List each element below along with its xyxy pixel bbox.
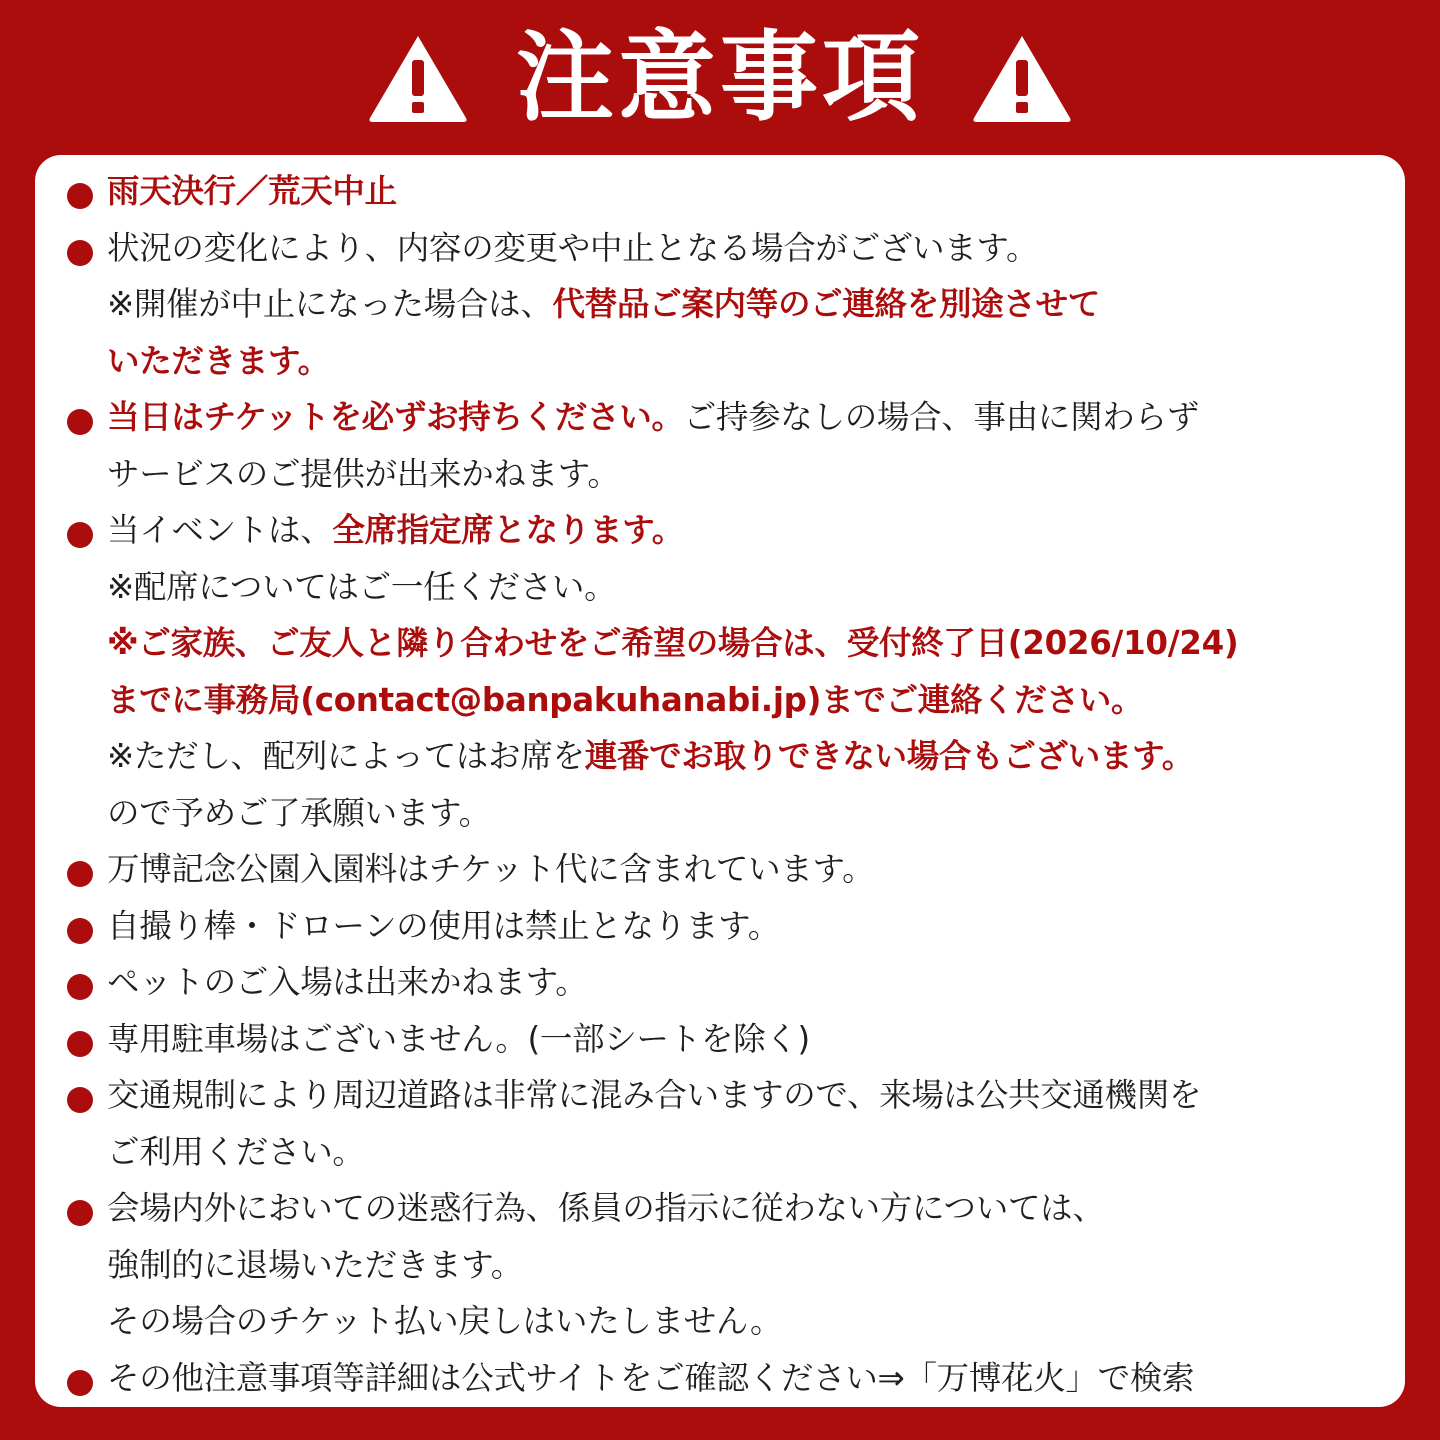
notice-line xyxy=(107,898,1397,955)
notice-text: サービスのご提供が出来かねます。 xyxy=(107,454,620,493)
notice-text: その他注意事項等詳細は公式サイトをご確認ください⇒「万博花火」で検索 xyxy=(107,1358,1195,1397)
notice-text: 交通規制により周辺道路は非常に混み合いますので、来場は公共交通機関を xyxy=(107,1076,1202,1114)
notice-line xyxy=(107,1180,1397,1237)
notice-text: 当イベントは、 xyxy=(107,511,333,549)
notice-line xyxy=(107,276,1397,333)
page-title: 注意事項 xyxy=(515,20,924,135)
notice-item xyxy=(67,898,1397,955)
notice-text-emphasis: 代替品ご案内等のご連絡を別途させて xyxy=(552,285,1100,323)
bullet-icon xyxy=(67,522,93,548)
notice-line xyxy=(107,163,1397,220)
bullet-icon xyxy=(67,918,93,944)
notice-text: 万博記念公園入園料はチケット代に含まれています。 xyxy=(107,850,875,888)
notice-text: ご利用ください。 xyxy=(107,1132,365,1171)
notice-line xyxy=(107,785,1397,842)
notice-text: ※配席についてはご一任ください。 xyxy=(107,567,617,606)
notice-panel xyxy=(35,155,1405,1407)
notice-line xyxy=(107,954,1397,1011)
notice-item xyxy=(67,389,1397,502)
notice-text-emphasis: 雨天決行／荒天中止 xyxy=(107,172,397,210)
notice-item xyxy=(67,1011,1397,1068)
notice-line xyxy=(107,1293,1397,1350)
notice-line xyxy=(107,1350,1397,1407)
warning-triangle-icon xyxy=(366,32,470,124)
notice-text: ので予めご了承願います。 xyxy=(107,793,491,832)
notice-text: ご持参なしの場合、事由に関わらず xyxy=(683,398,1199,436)
notice-text-emphasis: 全席指定席となります。 xyxy=(332,511,685,549)
notice-item xyxy=(67,220,1397,390)
notice-line xyxy=(107,672,1397,729)
notice-line xyxy=(107,220,1397,277)
notice-text: 自撮り棒・ドローンの使用は禁止となります。 xyxy=(107,906,780,945)
notice-line xyxy=(107,1237,1397,1294)
notice-line xyxy=(107,615,1397,672)
bullet-icon xyxy=(67,409,93,435)
notice-line xyxy=(107,446,1397,503)
notice-text-emphasis: 連番でお取りできない場合もございます。 xyxy=(584,737,1194,775)
notice-line xyxy=(107,559,1397,616)
notice-text-emphasis: ※ご家族、ご友人と隣り合わせをご希望の場合は、受付終了日(2026/10/24) xyxy=(107,624,1239,662)
notice-text: ※ただし、配列によってはお席を xyxy=(107,737,585,775)
notice-text: 専用駐車場はございません。(一部シートを除く) xyxy=(107,1019,810,1058)
notice-line xyxy=(107,1124,1397,1181)
notice-line xyxy=(107,1011,1397,1068)
notice-list xyxy=(67,163,1397,1406)
notice-item xyxy=(67,1350,1397,1407)
bullet-icon xyxy=(67,183,93,209)
notice-line xyxy=(107,841,1397,898)
notice-line xyxy=(107,333,1397,390)
notice-item xyxy=(67,1180,1397,1350)
notice-line xyxy=(107,389,1397,446)
notice-line xyxy=(107,502,1397,559)
notice-item xyxy=(67,502,1397,841)
warning-triangle-icon xyxy=(970,32,1074,124)
notice-text: ※開催が中止になった場合は、 xyxy=(107,285,553,323)
notice-item xyxy=(67,163,1397,220)
notice-text-emphasis: までに事務局(contact@banpakuhanabi.jp)までご連絡ください。 xyxy=(107,680,1144,719)
notice-text: 会場内外においての迷惑行為、係員の指示に従わない方については、 xyxy=(107,1189,1105,1227)
notice-line xyxy=(107,728,1397,785)
notice-text: 状況の変化により、内容の変更や中止となる場合がございます。 xyxy=(107,228,1039,267)
notice-text: その場合のチケット払い戻しはいたしません。 xyxy=(107,1302,783,1340)
bullet-icon xyxy=(67,1200,93,1226)
notice-item xyxy=(67,954,1397,1011)
notice-text-emphasis: いただきます。 xyxy=(107,341,330,380)
bullet-icon xyxy=(67,1370,93,1396)
notice-item xyxy=(67,841,1397,898)
bullet-icon xyxy=(67,974,93,1000)
bullet-icon xyxy=(67,1031,93,1057)
header xyxy=(0,0,1440,155)
notice-line xyxy=(107,1067,1397,1124)
notice-item xyxy=(67,1067,1397,1180)
notice-text-emphasis: 当日はチケットを必ずお持ちください。 xyxy=(107,398,684,436)
bullet-icon xyxy=(67,861,93,887)
bullet-icon xyxy=(67,1087,93,1113)
notice-text: ペットのご入場は出来かねます。 xyxy=(107,963,588,1001)
notice-text: 強制的に退場いただきます。 xyxy=(107,1245,524,1284)
bullet-icon xyxy=(67,240,93,266)
